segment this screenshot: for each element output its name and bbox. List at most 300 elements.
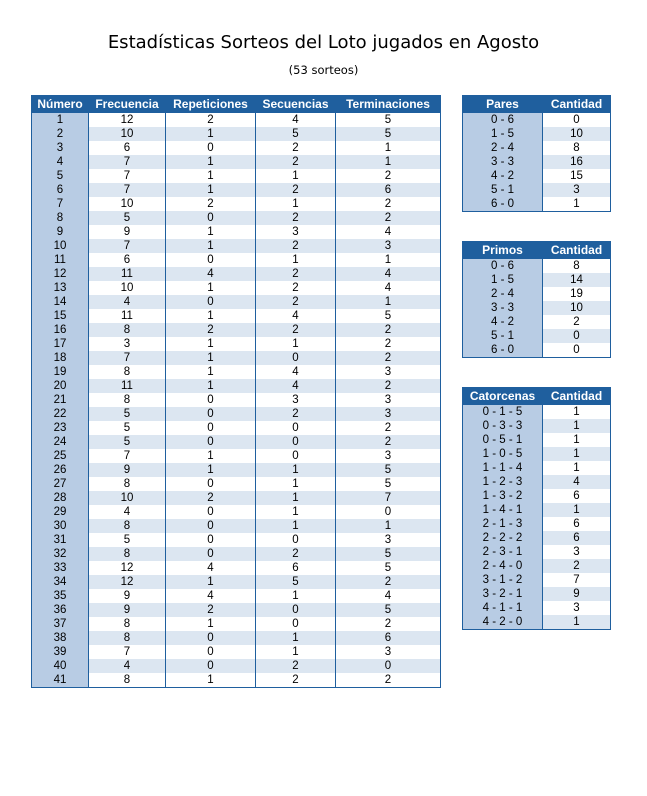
table-cell: 8 [89,477,166,491]
combination-cell: 1 - 5 [463,127,543,141]
table-cell: 2 [166,197,256,211]
row-number-cell: 1 [32,113,89,128]
table-cell: 1 [336,295,441,309]
table-cell: 5 [89,533,166,547]
table-cell: 0 [166,519,256,533]
table-row [32,659,441,673]
table-cell: 1 [166,617,256,631]
row-number-cell: 4 [32,155,89,169]
row-number-cell: 22 [32,407,89,421]
table-cell: 8 [89,323,166,337]
table-cell: 1 [166,127,256,141]
table-row [463,315,611,329]
row-number-cell: 27 [32,477,89,491]
table-cell: 2 [256,659,336,673]
count-cell: 0 [543,343,611,358]
table-cell: 4 [336,281,441,295]
table-row [463,405,611,420]
page-subtitle: (53 sorteos) [288,63,359,77]
table-cell: 4 [89,505,166,519]
count-cell: 8 [543,259,611,274]
combination-cell: 5 - 1 [463,183,543,197]
table-cell: 9 [89,225,166,239]
number-stats-table [31,95,441,688]
table-cell: 5 [89,435,166,449]
table-row [32,141,441,155]
table-cell: 10 [89,491,166,505]
table-cell: 5 [89,421,166,435]
table-cell: 4 [336,589,441,603]
table-cell: 1 [166,365,256,379]
table-row [463,259,611,274]
table-row [463,419,611,433]
row-number-cell: 10 [32,239,89,253]
table-cell: 1 [166,449,256,463]
table-row [32,281,441,295]
table-cell: 5 [336,603,441,617]
table-cell: 8 [89,617,166,631]
table-cell: 5 [256,127,336,141]
table-row [32,407,441,421]
table-row [32,575,441,589]
table-cell: 1 [166,575,256,589]
row-number-cell: 34 [32,575,89,589]
table-row [32,421,441,435]
row-number-cell: 14 [32,295,89,309]
table-row [32,197,441,211]
table-cell: 7 [336,491,441,505]
count-cell: 1 [543,615,611,630]
table-row [32,267,441,281]
table-cell: 0 [256,603,336,617]
table-cell: 2 [336,169,441,183]
table-cell: 1 [166,169,256,183]
combination-cell: 0 - 1 - 5 [463,405,543,420]
table-cell: 0 [166,533,256,547]
combination-cell: 2 - 4 - 0 [463,559,543,573]
row-number-cell: 15 [32,309,89,323]
table-cell: 0 [256,421,336,435]
row-number-cell: 16 [32,323,89,337]
combination-cell: 2 - 1 - 3 [463,517,543,531]
table-cell: 1 [256,645,336,659]
row-number-cell: 2 [32,127,89,141]
table-row [463,141,611,155]
table-cell: 1 [166,155,256,169]
row-number-cell: 7 [32,197,89,211]
combination-cell: 1 - 1 - 4 [463,461,543,475]
table-cell: 0 [166,253,256,267]
table-cell: 2 [336,323,441,337]
count-cell: 10 [543,127,611,141]
table-cell: 5 [336,463,441,477]
combination-cell: 4 - 2 [463,315,543,329]
combination-cell: 1 - 3 - 2 [463,489,543,503]
table-cell: 3 [336,393,441,407]
column-header: Cantidad [543,242,611,259]
row-number-cell: 13 [32,281,89,295]
count-cell: 1 [543,503,611,517]
table-row [463,273,611,287]
table-cell: 3 [89,337,166,351]
column-header: Frecuencia [89,96,166,113]
row-number-cell: 6 [32,183,89,197]
table-cell: 3 [336,449,441,463]
count-cell: 6 [543,489,611,503]
table-row [32,477,441,491]
row-number-cell: 37 [32,617,89,631]
row-number-cell: 19 [32,365,89,379]
table-row [463,127,611,141]
table-row [32,547,441,561]
row-number-cell: 28 [32,491,89,505]
table-cell: 3 [336,239,441,253]
table-cell: 2 [256,281,336,295]
combination-cell: 3 - 2 - 1 [463,587,543,601]
table-row [32,169,441,183]
count-cell: 16 [543,155,611,169]
table-cell: 4 [89,295,166,309]
table-cell: 0 [256,449,336,463]
table-cell: 1 [336,155,441,169]
table-cell: 7 [89,239,166,253]
table-cell: 6 [256,561,336,575]
table-row [32,505,441,519]
count-cell: 1 [543,433,611,447]
row-number-cell: 9 [32,225,89,239]
table-cell: 10 [89,197,166,211]
table-row [32,225,441,239]
table-row [463,183,611,197]
table-cell: 1 [166,281,256,295]
table-cell: 1 [336,519,441,533]
table-row [32,631,441,645]
table-cell: 1 [256,169,336,183]
table-row [463,601,611,615]
table-cell: 8 [89,631,166,645]
table-cell: 4 [256,365,336,379]
table-row [463,433,611,447]
row-number-cell: 21 [32,393,89,407]
table-row [32,673,441,688]
table-row [32,463,441,477]
table-cell: 2 [256,141,336,155]
table-cell: 1 [166,351,256,365]
table-cell: 0 [166,141,256,155]
table-cell: 1 [256,197,336,211]
table-cell: 4 [166,561,256,575]
table-cell: 2 [256,155,336,169]
combination-cell: 2 - 3 - 1 [463,545,543,559]
table-cell: 7 [89,645,166,659]
primos-table [462,241,611,358]
table-row [463,169,611,183]
table-cell: 11 [89,379,166,393]
table-cell: 2 [336,337,441,351]
table-cell: 6 [336,183,441,197]
table-row [463,517,611,531]
table-cell: 2 [256,407,336,421]
count-cell: 1 [543,461,611,475]
page-title: Estadísticas Sorteos del Loto jugados en Agosto [107,32,540,53]
column-header: Terminaciones [336,96,441,113]
table-cell: 2 [166,323,256,337]
table-row [463,531,611,545]
row-number-cell: 30 [32,519,89,533]
table-row [463,329,611,343]
count-cell: 3 [543,183,611,197]
table-cell: 8 [89,393,166,407]
table-row [32,393,441,407]
row-number-cell: 36 [32,603,89,617]
combination-cell: 1 - 0 - 5 [463,447,543,461]
column-header: Catorcenas [463,388,543,405]
row-number-cell: 12 [32,267,89,281]
column-header: Cantidad [543,96,611,113]
table-cell: 1 [256,477,336,491]
combination-cell: 6 - 0 [463,197,543,212]
count-cell: 0 [543,329,611,343]
combination-cell: 2 - 2 - 2 [463,531,543,545]
table-cell: 12 [89,575,166,589]
row-number-cell: 3 [32,141,89,155]
table-row [32,561,441,575]
table-row [32,127,441,141]
table-cell: 3 [336,533,441,547]
column-header: Secuencias [256,96,336,113]
count-cell: 8 [543,141,611,155]
table-cell: 5 [336,561,441,575]
table-cell: 4 [256,113,336,128]
table-cell: 2 [256,673,336,688]
table-cell: 5 [336,113,441,128]
row-number-cell: 38 [32,631,89,645]
row-number-cell: 8 [32,211,89,225]
table-cell: 5 [336,127,441,141]
table-cell: 9 [89,603,166,617]
table-cell: 1 [166,379,256,393]
table-row [463,559,611,573]
pares-table [462,95,611,212]
column-header: Cantidad [543,388,611,405]
table-cell: 2 [336,197,441,211]
table-cell: 2 [256,323,336,337]
table-row [32,309,441,323]
table-row [463,155,611,169]
row-number-cell: 5 [32,169,89,183]
table-cell: 2 [336,575,441,589]
table-cell: 1 [166,337,256,351]
count-cell: 1 [543,405,611,420]
table-row [463,197,611,212]
table-cell: 0 [256,617,336,631]
count-cell: 9 [543,587,611,601]
table-row [463,545,611,559]
table-cell: 4 [256,309,336,323]
combination-cell: 2 - 4 [463,141,543,155]
row-number-cell: 29 [32,505,89,519]
table-cell: 4 [89,659,166,673]
combination-cell: 0 - 3 - 3 [463,419,543,433]
combination-cell: 1 - 2 - 3 [463,475,543,489]
table-cell: 0 [166,645,256,659]
row-number-cell: 41 [32,673,89,688]
table-row [32,533,441,547]
table-row [32,253,441,267]
count-cell: 3 [543,545,611,559]
table-cell: 2 [336,617,441,631]
column-header: Número [32,96,89,113]
row-number-cell: 24 [32,435,89,449]
table-cell: 0 [166,547,256,561]
table-row [32,211,441,225]
table-cell: 1 [166,673,256,688]
table-cell: 2 [256,183,336,197]
row-number-cell: 23 [32,421,89,435]
table-row [32,337,441,351]
table-cell: 5 [89,211,166,225]
table-cell: 12 [89,561,166,575]
combination-cell: 2 - 4 [463,287,543,301]
table-row [32,365,441,379]
table-cell: 2 [166,113,256,128]
table-cell: 7 [89,183,166,197]
table-row [32,589,441,603]
table-row [463,587,611,601]
combination-cell: 1 - 5 [463,273,543,287]
count-cell: 1 [543,447,611,461]
table-cell: 7 [89,449,166,463]
table-cell: 3 [256,225,336,239]
table-cell: 5 [336,309,441,323]
table-cell: 1 [166,309,256,323]
count-cell: 3 [543,601,611,615]
table-cell: 2 [256,267,336,281]
table-row [32,155,441,169]
table-cell: 0 [166,659,256,673]
table-row [32,239,441,253]
row-number-cell: 35 [32,589,89,603]
table-cell: 12 [89,113,166,128]
table-cell: 1 [336,253,441,267]
table-cell: 0 [256,351,336,365]
count-cell: 1 [543,197,611,212]
table-cell: 1 [256,253,336,267]
count-cell: 14 [543,273,611,287]
table-cell: 5 [89,407,166,421]
table-row [32,351,441,365]
table-cell: 1 [256,519,336,533]
combination-cell: 3 - 1 - 2 [463,573,543,587]
table-cell: 8 [89,365,166,379]
count-cell: 4 [543,475,611,489]
row-number-cell: 18 [32,351,89,365]
row-number-cell: 39 [32,645,89,659]
table-cell: 8 [89,519,166,533]
combination-cell: 0 - 6 [463,113,543,128]
table-cell: 2 [336,211,441,225]
table-cell: 1 [256,463,336,477]
table-cell: 4 [256,379,336,393]
table-cell: 0 [166,407,256,421]
table-row [32,323,441,337]
table-cell: 1 [256,505,336,519]
table-cell: 1 [166,239,256,253]
table-row [463,503,611,517]
table-cell: 3 [336,645,441,659]
combination-cell: 3 - 3 [463,155,543,169]
count-cell: 7 [543,573,611,587]
table-cell: 0 [256,435,336,449]
table-cell: 2 [336,435,441,449]
table-cell: 6 [89,253,166,267]
table-cell: 2 [336,379,441,393]
table-cell: 1 [336,141,441,155]
count-cell: 6 [543,531,611,545]
row-number-cell: 40 [32,659,89,673]
table-row [32,491,441,505]
row-number-cell: 32 [32,547,89,561]
table-cell: 0 [166,477,256,491]
table-cell: 3 [336,407,441,421]
table-cell: 11 [89,267,166,281]
table-cell: 4 [166,589,256,603]
column-header: Primos [463,242,543,259]
table-cell: 10 [89,127,166,141]
table-row [32,435,441,449]
table-cell: 0 [336,659,441,673]
count-cell: 15 [543,169,611,183]
combination-cell: 0 - 6 [463,259,543,274]
table-cell: 8 [89,547,166,561]
table-row [32,113,441,128]
count-cell: 10 [543,301,611,315]
combination-cell: 4 - 2 [463,169,543,183]
table-row [463,573,611,587]
table-row [463,301,611,315]
table-row [463,113,611,128]
combination-cell: 4 - 1 - 1 [463,601,543,615]
combination-cell: 5 - 1 [463,329,543,343]
combination-cell: 6 - 0 [463,343,543,358]
count-cell: 19 [543,287,611,301]
table-cell: 0 [166,211,256,225]
catorcenas-table [462,387,611,630]
table-cell: 1 [166,183,256,197]
table-cell: 2 [256,239,336,253]
table-row [32,617,441,631]
table-cell: 7 [89,169,166,183]
table-row [463,475,611,489]
table-cell: 1 [256,491,336,505]
combination-cell: 4 - 2 - 0 [463,615,543,630]
table-row [32,645,441,659]
table-cell: 7 [89,351,166,365]
table-cell: 3 [256,393,336,407]
table-row [32,183,441,197]
table-cell: 2 [166,603,256,617]
table-cell: 2 [336,351,441,365]
table-cell: 10 [89,281,166,295]
table-row [463,461,611,475]
row-number-cell: 33 [32,561,89,575]
row-number-cell: 31 [32,533,89,547]
table-cell: 9 [89,589,166,603]
count-cell: 2 [543,315,611,329]
combination-cell: 0 - 5 - 1 [463,433,543,447]
table-cell: 0 [166,393,256,407]
table-cell: 0 [256,533,336,547]
